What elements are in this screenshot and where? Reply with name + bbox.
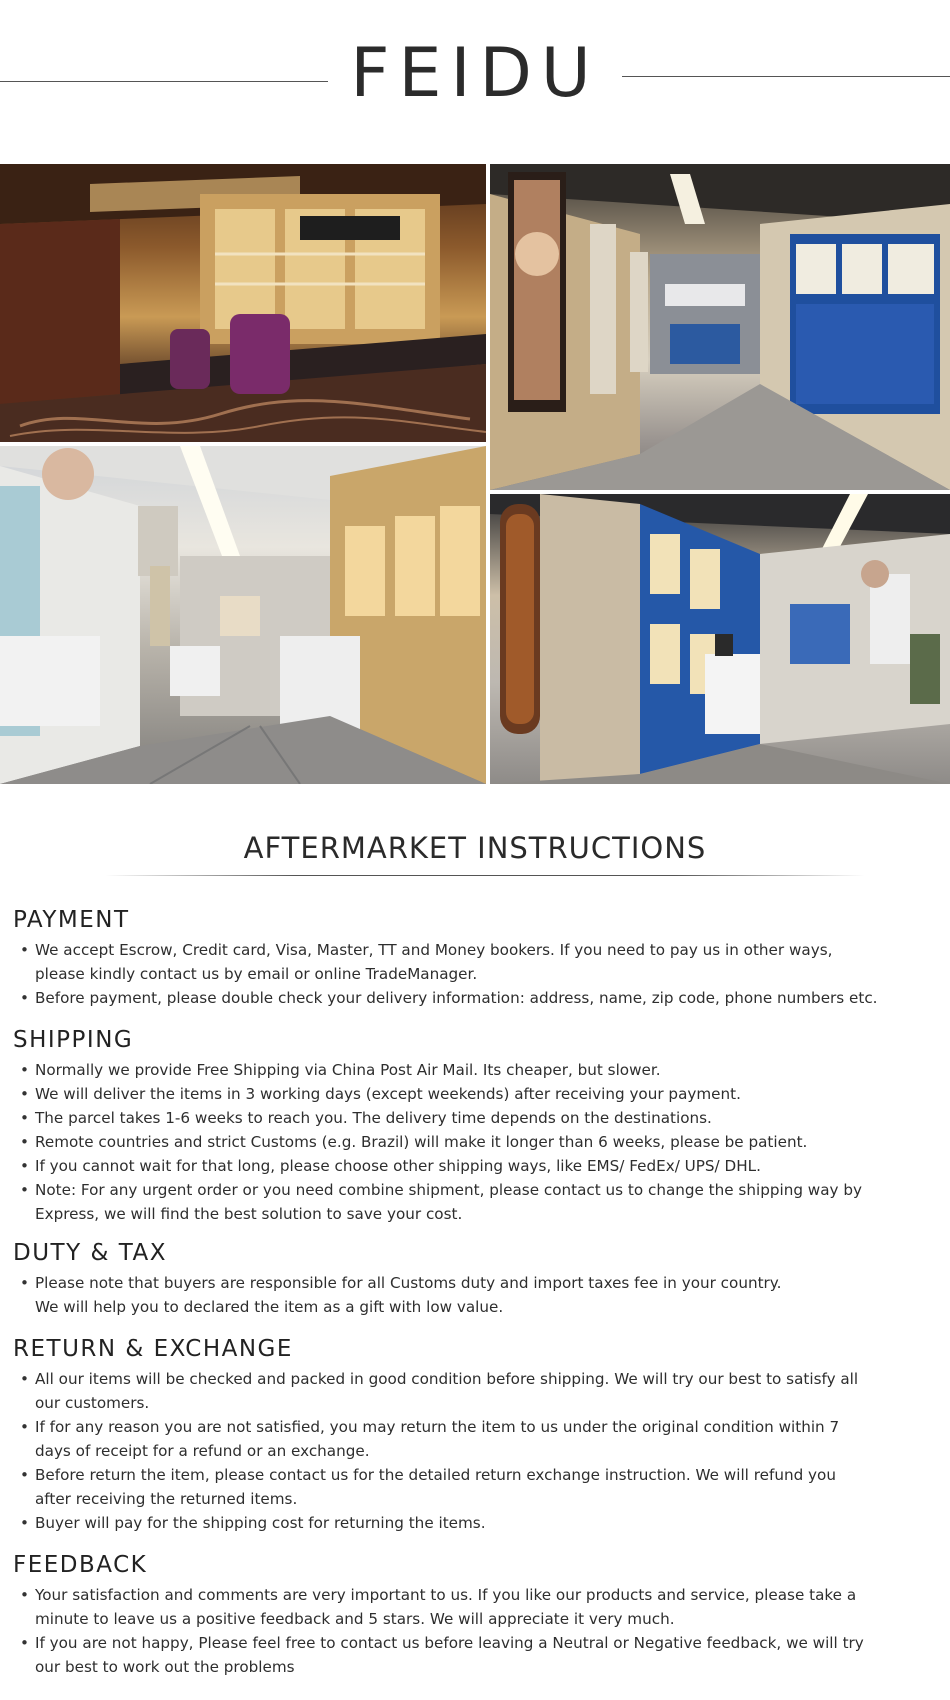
store-photo-4-illustration (490, 494, 950, 784)
list-item-line: • Normally we provide Free Shipping via China Post Air Mail. Its cheaper, but slower. (35, 1061, 661, 1079)
title-underline (105, 875, 865, 876)
store-photo-1-illustration (0, 164, 486, 442)
list-item (13, 1463, 943, 1511)
list-item-line: • We accept Escrow, Credit card, Visa, Master, TT and Money bookers. If you need to pay us in other ways, (35, 941, 833, 959)
duty-tax-section (13, 1239, 943, 1319)
duty-tax-list (13, 1271, 943, 1319)
list-item-line: • Remote countries and strict Customs (e.g. Brazil) will make it longer than 6 weeks, please be patient. (35, 1133, 808, 1151)
list-item (13, 1154, 943, 1178)
shipping-list (13, 1058, 943, 1226)
list-item (13, 1583, 943, 1631)
list-item (13, 1631, 943, 1679)
list-item (13, 1511, 943, 1535)
list-item-line: please kindly contact us by email or online TradeManager. (35, 965, 478, 983)
list-item (13, 1082, 943, 1106)
list-item-line: after receiving the returned items. (35, 1490, 298, 1508)
list-item-line: • If you are not happy, Please feel free to contact us before leaving a Neutral or Negative feedback, we will try (35, 1634, 864, 1652)
store-photo-1 (0, 164, 486, 442)
header-divider-right (622, 76, 950, 77)
store-photo-2-illustration (490, 164, 950, 490)
list-item-line: days of receipt for a refund or an exchange. (35, 1442, 370, 1460)
list-item-line: • Buyer will pay for the shipping cost for returning the items. (35, 1514, 486, 1532)
return-exchange-heading: RETURN & EXCHANGE (13, 1336, 293, 1362)
header-divider-left (0, 81, 328, 82)
aftermarket-instructions-title: AFTERMARKET INSTRUCTIONS (243, 831, 707, 865)
payment-heading: PAYMENT (13, 907, 130, 933)
payment-list (13, 938, 943, 1010)
list-item-line: our customers. (35, 1394, 150, 1412)
list-item (13, 1106, 943, 1130)
list-item (13, 986, 943, 1010)
store-photo-4 (490, 494, 950, 784)
duty-tax-heading: DUTY & TAX (13, 1240, 167, 1266)
list-item (13, 1367, 943, 1415)
store-photo-gallery (0, 164, 950, 784)
store-photo-2 (490, 164, 950, 490)
list-item-line: • All our items will be checked and packed in good condition before shipping. We will try our best to satisfy all (35, 1370, 859, 1388)
list-item (13, 1130, 943, 1154)
feedback-heading: FEEDBACK (13, 1552, 148, 1578)
list-item-line: • If you cannot wait for that long, please choose other shipping ways, like EMS/ FedEx/ UPS/ DHL. (35, 1157, 761, 1175)
list-item (13, 1058, 943, 1082)
list-item-line: minute to leave us a positive feedback and 5 stars. We will appreciate it very much. (35, 1610, 675, 1628)
list-item-line: • Please note that buyers are responsible for all Customs duty and import taxes fee in your country. (35, 1274, 782, 1292)
brand-logo: FEIDU (350, 34, 600, 113)
list-item-line: • Note: For any urgent order or you need combine shipment, please contact us to change the shipping way by (35, 1181, 862, 1199)
shipping-heading: SHIPPING (13, 1027, 134, 1053)
list-item-line: • Your satisfaction and comments are very important to us. If you like our products and service, please take a (35, 1586, 857, 1604)
list-item (13, 1178, 943, 1226)
list-item (13, 1271, 943, 1319)
list-item-line: • We will deliver the items in 3 working days (except weekends) after receiving your payment. (35, 1085, 741, 1103)
return-exchange-section (13, 1335, 943, 1535)
shipping-section (13, 1026, 943, 1226)
list-item-line: our best to work out the problems (35, 1658, 295, 1676)
brand-header (0, 0, 950, 160)
return-exchange-list (13, 1367, 943, 1535)
store-photo-3 (0, 446, 486, 784)
list-item-line: • If for any reason you are not satisfied, you may return the item to us under the original condition within 7 (35, 1418, 840, 1436)
list-item (13, 938, 943, 986)
list-item-line: • Before return the item, please contact us for the detailed return exchange instruction. We will refund you (35, 1466, 836, 1484)
feedback-section (13, 1551, 943, 1679)
list-item-line: • Before payment, please double check your delivery information: address, name, zip code, phone numbers etc. (35, 989, 878, 1007)
feedback-list (13, 1583, 943, 1679)
list-item-line: Express, we will find the best solution to save your cost. (35, 1205, 463, 1223)
list-item-line: We will help you to declared the item as a gift with low value. (35, 1298, 504, 1316)
payment-section (13, 906, 943, 1010)
list-item-line: • The parcel takes 1-6 weeks to reach you. The delivery time depends on the destinations. (35, 1109, 712, 1127)
list-item (13, 1415, 943, 1463)
store-photo-3-illustration (0, 446, 486, 784)
